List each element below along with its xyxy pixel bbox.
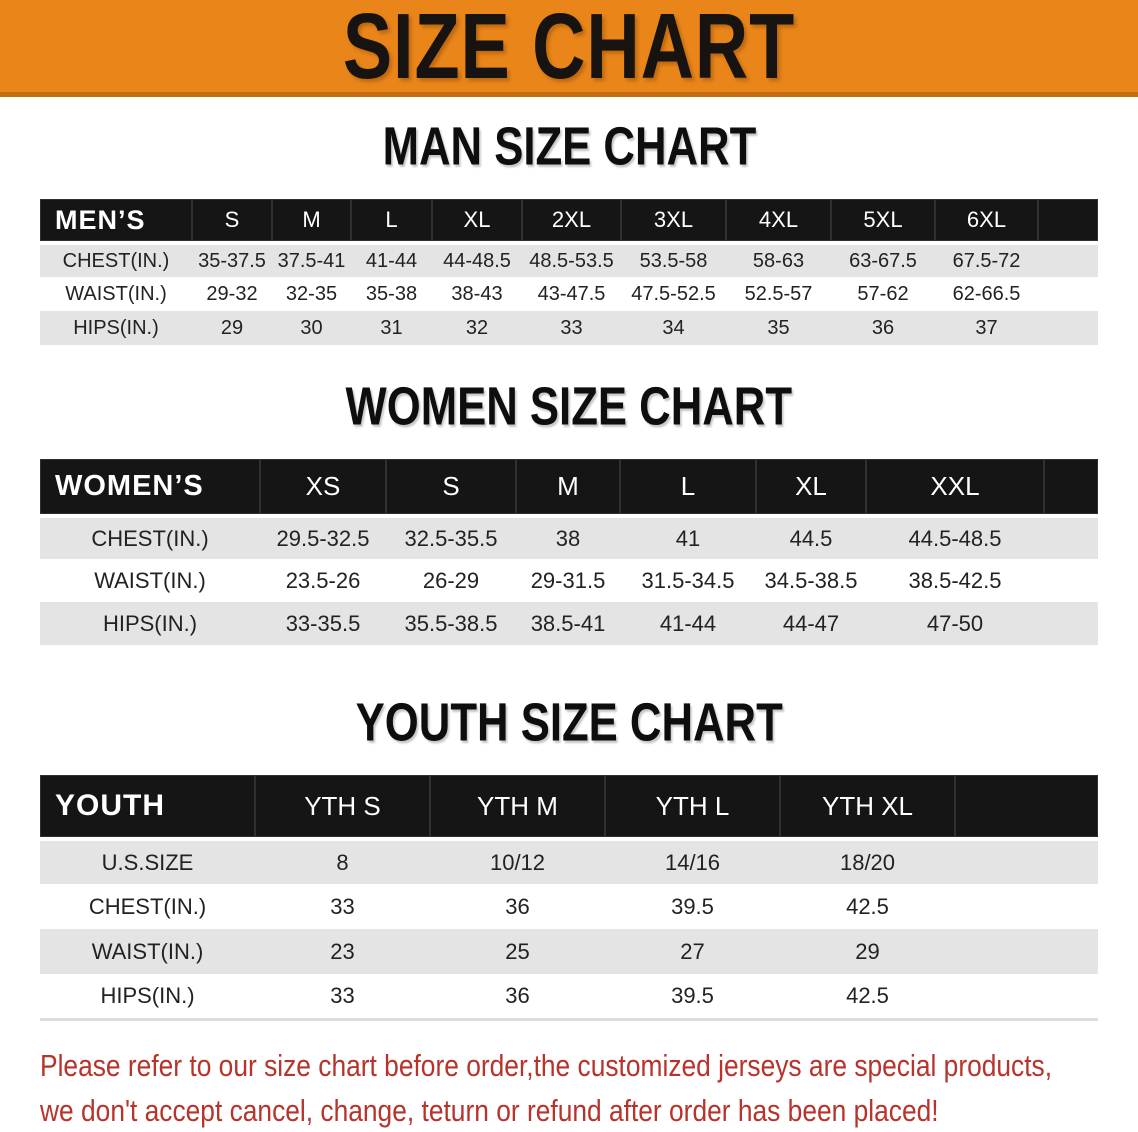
row-label: HIPS(IN.) xyxy=(40,311,192,345)
disclaimer-line-1-text: Please refer to our size chart before order,the customized jerseys are special products, xyxy=(40,1047,1053,1083)
spacer-cell xyxy=(1044,516,1098,559)
size-value-cell: 35 xyxy=(726,311,831,345)
size-value-cell: 37 xyxy=(935,311,1038,345)
size-column-header: 3XL xyxy=(621,199,726,243)
section-heading-text: WOMEN SIZE CHART xyxy=(345,376,793,438)
disclaimer xyxy=(40,1043,1098,1132)
size-value-cell: 32-35 xyxy=(272,277,351,311)
size-value-cell: 31 xyxy=(351,311,432,345)
row-label: CHEST(IN.) xyxy=(40,516,260,559)
row-label: HIPS(IN.) xyxy=(40,974,255,1019)
group-label: WOMEN’S xyxy=(40,459,260,516)
size-column-header: L xyxy=(620,459,756,516)
table-header-row xyxy=(40,199,1098,243)
size-value-cell: 38-43 xyxy=(432,277,522,311)
table-row xyxy=(40,929,1098,974)
row-label: WAIST(IN.) xyxy=(40,559,260,602)
table-body xyxy=(40,516,1098,645)
spacer-cell xyxy=(1038,311,1098,345)
disclaimer-line xyxy=(40,1088,1098,1132)
size-value-cell: 37.5-41 xyxy=(272,243,351,277)
size-value-cell: 39.5 xyxy=(605,974,780,1019)
row-label: CHEST(IN.) xyxy=(40,243,192,277)
size-value-cell: 29-31.5 xyxy=(516,559,620,602)
size-chart-section-men xyxy=(0,117,1138,345)
size-column-header: M xyxy=(272,199,351,243)
size-value-cell: 47-50 xyxy=(866,602,1044,645)
row-label: WAIST(IN.) xyxy=(40,929,255,974)
row-label: U.S.SIZE xyxy=(40,839,255,884)
size-column-header: 6XL xyxy=(935,199,1038,243)
size-column-header: 2XL xyxy=(522,199,621,243)
size-column-header: XXL xyxy=(866,459,1044,516)
spacer-cell xyxy=(1038,243,1098,277)
spacer-cell xyxy=(1038,199,1098,243)
table-row xyxy=(40,277,1098,311)
size-column-header: YTH M xyxy=(430,775,605,839)
size-value-cell: 33 xyxy=(255,884,430,929)
size-value-cell: 34.5-38.5 xyxy=(756,559,866,602)
size-column-header: L xyxy=(351,199,432,243)
group-label: YOUTH xyxy=(40,775,255,839)
size-value-cell: 30 xyxy=(272,311,351,345)
size-value-cell: 67.5-72 xyxy=(935,243,1038,277)
spacer-cell xyxy=(1044,459,1098,516)
size-value-cell: 62-66.5 xyxy=(935,277,1038,311)
size-value-cell: 38.5-42.5 xyxy=(866,559,1044,602)
size-chart-sections xyxy=(0,117,1138,1021)
section-heading xyxy=(0,377,1138,437)
size-value-cell: 29-32 xyxy=(192,277,272,311)
size-value-cell: 41-44 xyxy=(351,243,432,277)
table-row xyxy=(40,516,1098,559)
size-value-cell: 33-35.5 xyxy=(260,602,386,645)
size-value-cell: 32.5-35.5 xyxy=(386,516,516,559)
disclaimer-line xyxy=(40,1043,1098,1088)
table-header xyxy=(40,775,1098,839)
size-value-cell: 44-48.5 xyxy=(432,243,522,277)
size-value-cell: 57-62 xyxy=(831,277,935,311)
size-value-cell: 35.5-38.5 xyxy=(386,602,516,645)
size-value-cell: 63-67.5 xyxy=(831,243,935,277)
size-value-cell: 39.5 xyxy=(605,884,780,929)
size-value-cell: 42.5 xyxy=(780,884,955,929)
size-column-header: 4XL xyxy=(726,199,831,243)
table-header-row xyxy=(40,459,1098,516)
spacer-cell xyxy=(955,839,1098,884)
size-value-cell: 38.5-41 xyxy=(516,602,620,645)
table-row xyxy=(40,839,1098,884)
table-row xyxy=(40,559,1098,602)
section-heading xyxy=(0,693,1138,753)
size-value-cell: 27 xyxy=(605,929,780,974)
women-size-table xyxy=(40,459,1098,645)
table-body xyxy=(40,243,1098,345)
spacer-cell xyxy=(955,884,1098,929)
size-value-cell: 33 xyxy=(255,974,430,1019)
size-column-header: YTH L xyxy=(605,775,780,839)
men-size-table xyxy=(40,199,1098,345)
size-column-header: S xyxy=(386,459,516,516)
size-value-cell: 26-29 xyxy=(386,559,516,602)
table-row xyxy=(40,974,1098,1019)
section-heading-text: MAN SIZE CHART xyxy=(382,116,756,178)
size-column-header: XL xyxy=(756,459,866,516)
size-value-cell: 18/20 xyxy=(780,839,955,884)
table-header xyxy=(40,199,1098,243)
size-value-cell: 41 xyxy=(620,516,756,559)
size-value-cell: 47.5-52.5 xyxy=(621,277,726,311)
size-column-header: YTH XL xyxy=(780,775,955,839)
spacer-cell xyxy=(1044,559,1098,602)
table-body xyxy=(40,839,1098,1019)
size-value-cell: 36 xyxy=(831,311,935,345)
size-value-cell: 35-37.5 xyxy=(192,243,272,277)
table-header-row xyxy=(40,775,1098,839)
size-value-cell: 44-47 xyxy=(756,602,866,645)
size-column-header: M xyxy=(516,459,620,516)
size-value-cell: 29 xyxy=(780,929,955,974)
size-value-cell: 8 xyxy=(255,839,430,884)
size-value-cell: 42.5 xyxy=(780,974,955,1019)
table-row xyxy=(40,311,1098,345)
banner-title: SIZE CHART xyxy=(342,0,796,98)
spacer-cell xyxy=(1038,277,1098,311)
size-column-header: XL xyxy=(432,199,522,243)
size-value-cell: 41-44 xyxy=(620,602,756,645)
size-value-cell: 10/12 xyxy=(430,839,605,884)
size-chart-section-women xyxy=(0,377,1138,645)
size-value-cell: 43-47.5 xyxy=(522,277,621,311)
spacer-cell xyxy=(955,974,1098,1019)
size-value-cell: 35-38 xyxy=(351,277,432,311)
spacer-cell xyxy=(955,775,1098,839)
size-value-cell: 48.5-53.5 xyxy=(522,243,621,277)
size-value-cell: 36 xyxy=(430,884,605,929)
size-column-header: YTH S xyxy=(255,775,430,839)
spacer-cell xyxy=(1044,602,1098,645)
size-value-cell: 38 xyxy=(516,516,620,559)
size-chart-section-youth xyxy=(0,693,1138,1021)
size-value-cell: 44.5-48.5 xyxy=(866,516,1044,559)
table-row xyxy=(40,884,1098,929)
table-row xyxy=(40,243,1098,277)
size-value-cell: 31.5-34.5 xyxy=(620,559,756,602)
section-heading xyxy=(0,117,1138,177)
size-value-cell: 53.5-58 xyxy=(621,243,726,277)
size-value-cell: 23 xyxy=(255,929,430,974)
size-value-cell: 29 xyxy=(192,311,272,345)
table-row xyxy=(40,602,1098,645)
size-column-header: 5XL xyxy=(831,199,935,243)
table-header xyxy=(40,459,1098,516)
section-heading-text: YOUTH SIZE CHART xyxy=(355,692,783,754)
size-value-cell: 32 xyxy=(432,311,522,345)
size-column-header: XS xyxy=(260,459,386,516)
size-value-cell: 33 xyxy=(522,311,621,345)
size-value-cell: 58-63 xyxy=(726,243,831,277)
size-value-cell: 44.5 xyxy=(756,516,866,559)
banner xyxy=(0,0,1138,97)
row-label: CHEST(IN.) xyxy=(40,884,255,929)
size-column-header: S xyxy=(192,199,272,243)
spacer-cell xyxy=(955,929,1098,974)
size-value-cell: 14/16 xyxy=(605,839,780,884)
size-value-cell: 25 xyxy=(430,929,605,974)
group-label: MEN’S xyxy=(40,199,192,243)
row-label: WAIST(IN.) xyxy=(40,277,192,311)
size-value-cell: 34 xyxy=(621,311,726,345)
row-label: HIPS(IN.) xyxy=(40,602,260,645)
size-value-cell: 23.5-26 xyxy=(260,559,386,602)
youth-size-table xyxy=(40,775,1098,1021)
size-value-cell: 52.5-57 xyxy=(726,277,831,311)
disclaimer-line-2-text: we don't accept cancel, change, teturn or refund after order has been placed! xyxy=(40,1092,939,1128)
size-value-cell: 36 xyxy=(430,974,605,1019)
size-value-cell: 29.5-32.5 xyxy=(260,516,386,559)
